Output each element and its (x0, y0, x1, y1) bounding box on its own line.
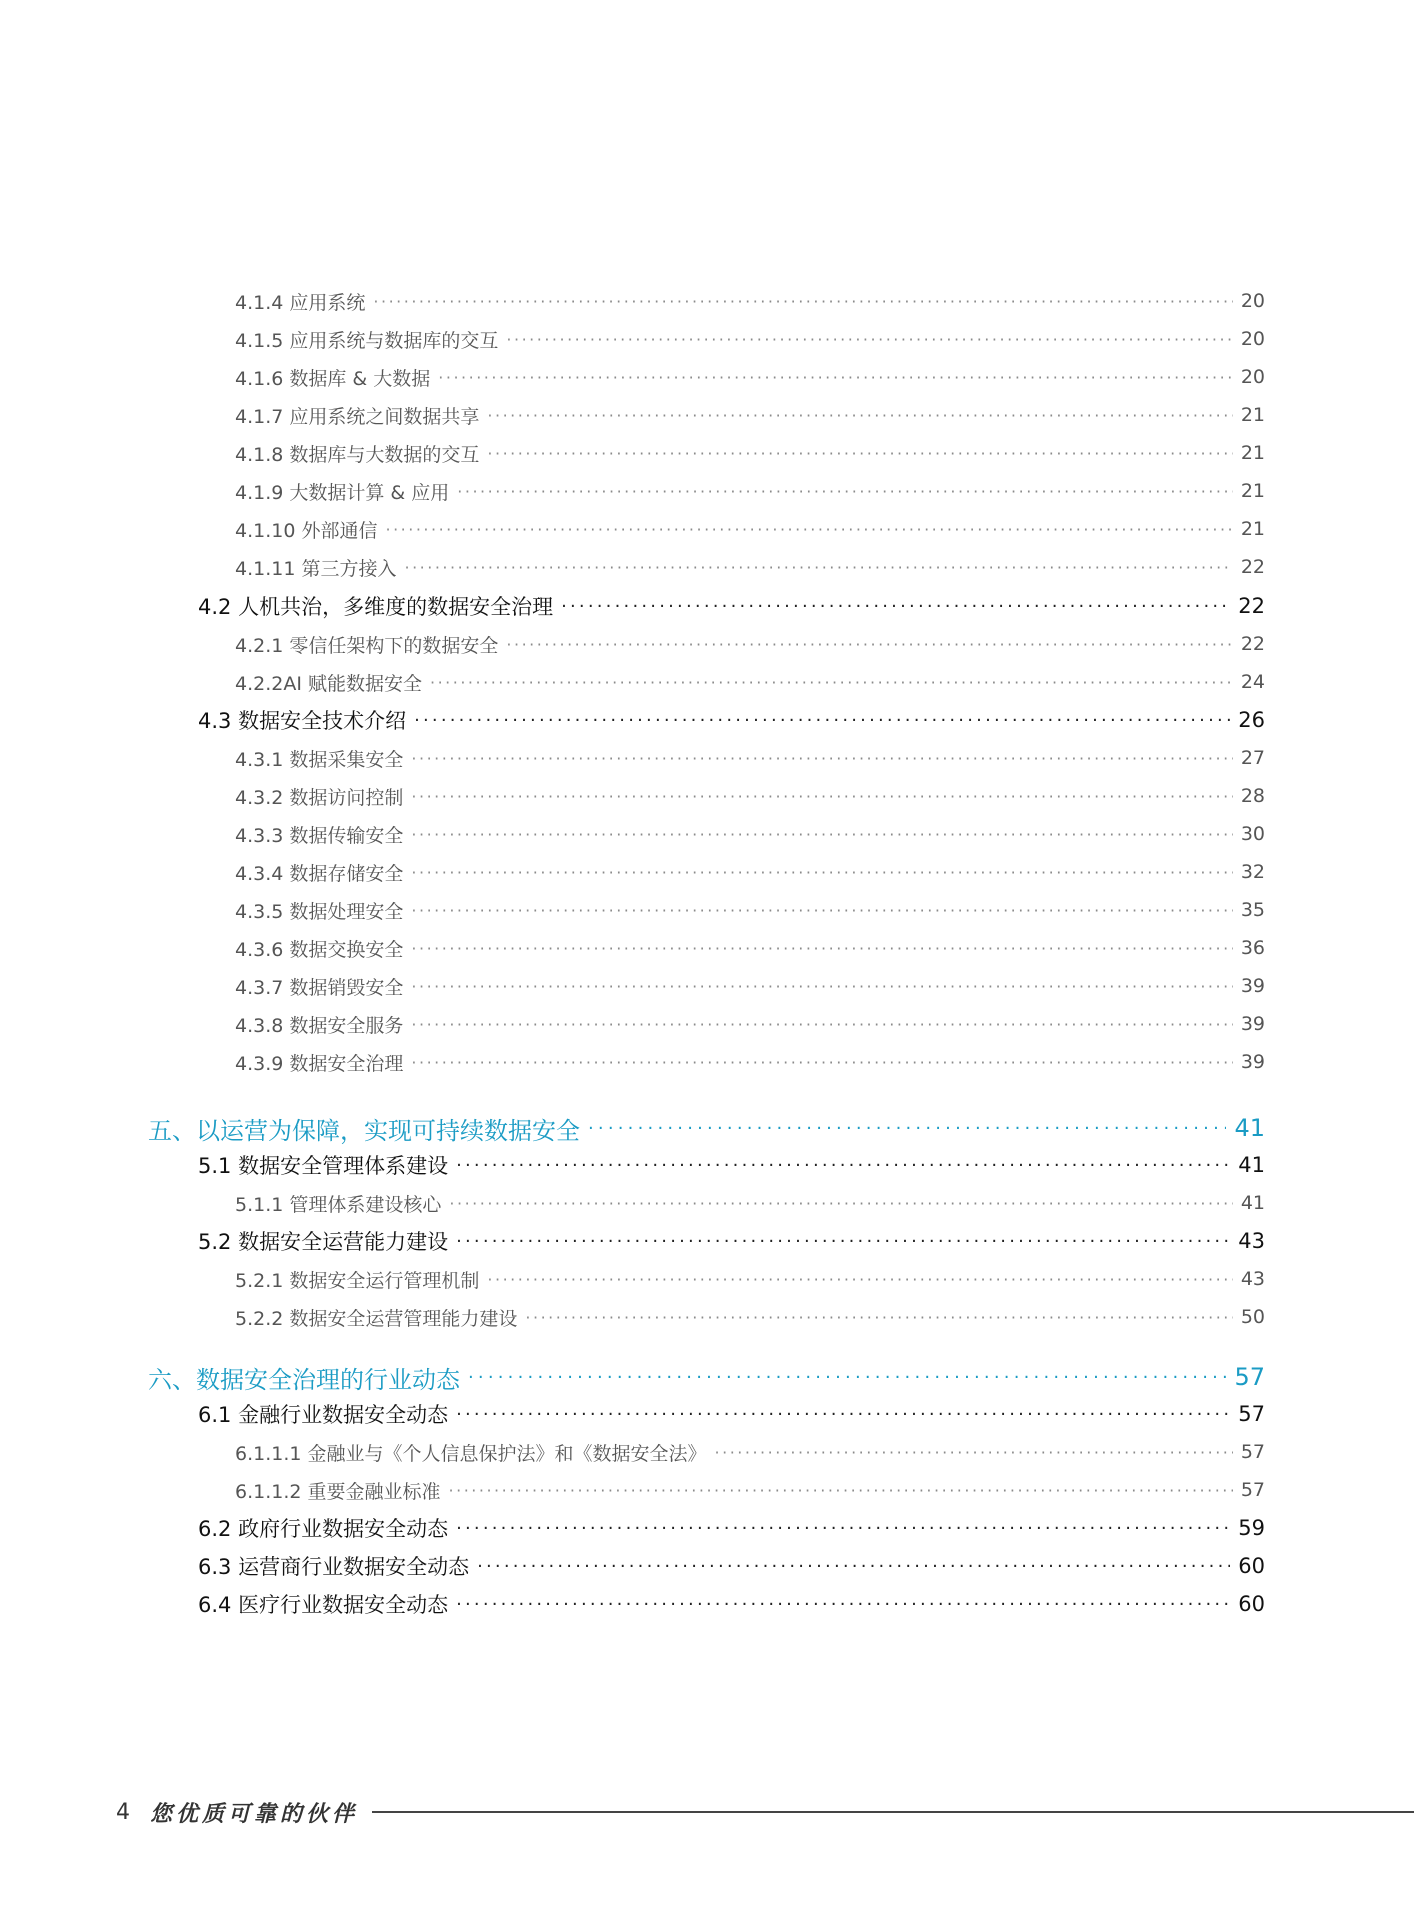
toc-entry-page: 30 (1240, 823, 1265, 845)
toc-entry-page: 21 (1240, 404, 1265, 426)
toc-entry-label: 6.4 医疗行业数据安全动态 (198, 1593, 449, 1617)
toc-entry[interactable] (235, 552, 1265, 582)
toc-entry-label: 5.2 数据安全运营能力建设 (198, 1230, 449, 1254)
toc-leader-dots (411, 825, 1232, 844)
toc-leader-dots (456, 1231, 1230, 1252)
toc-entry-page: 60 (1238, 1554, 1265, 1578)
toc-entry-page: 22 (1238, 594, 1265, 618)
toc-entry[interactable] (235, 933, 1265, 963)
toc-entry[interactable] (235, 629, 1265, 659)
toc-section-entry[interactable] (198, 704, 1265, 736)
toc-entry-page: 41 (1240, 1192, 1265, 1214)
toc-entry-page: 60 (1238, 1592, 1265, 1616)
toc-leader-dots (411, 1053, 1232, 1072)
toc-leader-dots (487, 444, 1232, 463)
toc-leader-dots (468, 1367, 1226, 1388)
toc-entry-page: 43 (1240, 1268, 1265, 1290)
toc-entry-label: 5.1.1 管理体系建设核心 (235, 1193, 442, 1216)
toc-leader-dots (373, 292, 1232, 311)
toc-entry-page: 39 (1240, 1013, 1265, 1035)
toc-section-entry[interactable] (198, 1225, 1265, 1257)
toc-entry-label: 六、数据安全治理的行业动态 (148, 1365, 460, 1394)
toc-entry[interactable] (235, 857, 1265, 887)
toc-leader-dots (456, 1518, 1230, 1539)
toc-leader-dots (456, 1155, 1230, 1176)
toc-entry-label: 4.3.2 数据访问控制 (235, 786, 404, 809)
toc-leader-dots (525, 1308, 1232, 1327)
toc-entry-label: 5.1 数据安全管理体系建设 (198, 1154, 449, 1178)
toc-entry[interactable] (235, 1047, 1265, 1077)
toc-entry-label: 4.3.7 数据销毁安全 (235, 976, 404, 999)
toc-leader-dots (457, 482, 1233, 501)
toc-section-entry[interactable] (198, 1512, 1265, 1544)
toc-entry-page: 36 (1240, 937, 1265, 959)
toc-leader-dots (456, 1594, 1230, 1615)
toc-leader-dots (506, 635, 1232, 654)
toc-entry-label: 4.3.4 数据存储安全 (235, 862, 404, 885)
toc-leader-dots (411, 749, 1232, 768)
toc-entry[interactable] (235, 286, 1265, 316)
toc-entry-page: 57 (1240, 1441, 1265, 1463)
toc-entry-label: 4.3.9 数据安全治理 (235, 1052, 404, 1075)
toc-leader-dots (715, 1443, 1233, 1462)
toc-entry-label: 4.1.4 应用系统 (235, 291, 366, 314)
toc-leader-dots (411, 977, 1232, 996)
toc-entry-page: 20 (1240, 290, 1265, 312)
toc-entry[interactable] (235, 1302, 1265, 1332)
toc-entry-label: 4.2 人机共治，多维度的数据安全治理 (198, 595, 554, 619)
toc-leader-dots (477, 1556, 1230, 1577)
toc-leader-dots (449, 1481, 1233, 1500)
toc-entry-page: 21 (1240, 442, 1265, 464)
toc-entry-page: 26 (1238, 708, 1265, 732)
toc-entry[interactable] (235, 1009, 1265, 1039)
toc-entry-label: 5.2.2 数据安全运营管理能力建设 (235, 1307, 518, 1330)
toc-entry-label: 4.1.11 第三方接入 (235, 557, 397, 580)
toc-entry[interactable] (235, 1188, 1265, 1218)
toc-entry-page: 43 (1238, 1229, 1265, 1253)
toc-leader-dots (414, 710, 1230, 731)
toc-entry[interactable] (235, 362, 1265, 392)
toc-entry-page: 41 (1234, 1114, 1265, 1142)
toc-entry-page: 41 (1238, 1153, 1265, 1177)
toc-leader-dots (487, 406, 1232, 425)
toc-entry[interactable] (235, 1437, 1265, 1467)
toc-entry-label: 4.3.1 数据采集安全 (235, 748, 404, 771)
toc-entry-page: 24 (1240, 671, 1265, 693)
toc-entry-page: 20 (1240, 328, 1265, 350)
toc-section-entry[interactable] (198, 1149, 1265, 1181)
toc-entry-label: 6.2 政府行业数据安全动态 (198, 1517, 449, 1541)
toc-entry[interactable] (235, 438, 1265, 468)
toc-entry-label: 4.1.5 应用系统与数据库的交互 (235, 329, 499, 352)
toc-leader-dots (561, 596, 1230, 617)
toc-leader-dots (430, 673, 1233, 692)
footer-slogan: 您优质可靠的伙伴 (150, 1800, 359, 1827)
toc-leader-dots (449, 1194, 1232, 1213)
toc-entry[interactable] (235, 667, 1265, 697)
toc-entry-page: 21 (1240, 480, 1265, 502)
toc-entry-page: 22 (1240, 633, 1265, 655)
toc-entry-page: 28 (1240, 785, 1265, 807)
toc-entry-label: 6.1.1.2 重要金融业标准 (235, 1480, 441, 1503)
toc-entry-page: 39 (1240, 975, 1265, 997)
toc-entry[interactable] (235, 971, 1265, 1001)
toc-entry[interactable] (235, 514, 1265, 544)
toc-leader-dots (411, 1015, 1232, 1034)
footer-rule (372, 1811, 1414, 1813)
toc-section-entry[interactable] (198, 1588, 1265, 1620)
toc-entry-label: 4.2.2AI 赋能数据安全 (235, 672, 422, 695)
toc-leader-dots (385, 520, 1232, 539)
page-number: 4 (116, 1799, 130, 1825)
toc-entry-label: 4.2.1 零信任架构下的数据安全 (235, 634, 499, 657)
toc-entry-label: 4.3.5 数据处理安全 (235, 900, 404, 923)
toc-entry[interactable] (235, 743, 1265, 773)
toc-entry-label: 6.1.1.1 金融业与《个人信息保护法》和《数据安全法》 (235, 1442, 707, 1465)
toc-leader-dots (411, 863, 1232, 882)
toc-entry-label: 4.1.6 数据库 & 大数据 (235, 367, 431, 390)
toc-entry-page: 27 (1240, 747, 1265, 769)
toc-entry[interactable] (235, 819, 1265, 849)
toc-leader-dots (411, 901, 1232, 920)
toc-entry-label: 4.1.10 外部通信 (235, 519, 378, 542)
toc-entry-label: 4.1.9 大数据计算 & 应用 (235, 481, 450, 504)
toc-entry-label: 4.1.7 应用系统之间数据共享 (235, 405, 480, 428)
toc-entry-label: 4.3.3 数据传输安全 (235, 824, 404, 847)
toc-entry-page: 59 (1238, 1516, 1265, 1540)
toc-entry-page: 32 (1240, 861, 1265, 883)
toc-section-entry[interactable] (198, 1550, 1265, 1582)
toc-entry-page: 21 (1240, 518, 1265, 540)
toc-entry-page: 57 (1238, 1402, 1265, 1426)
toc-entry-page: 50 (1240, 1306, 1265, 1328)
toc-entry-page: 57 (1240, 1479, 1265, 1501)
toc-chapter-entry[interactable] (148, 1359, 1265, 1395)
toc-entry-label: 6.3 运营商行业数据安全动态 (198, 1555, 470, 1579)
toc-section-entry[interactable] (198, 1398, 1265, 1430)
toc-entry-label: 4.3 数据安全技术介绍 (198, 709, 407, 733)
toc-entry-label: 4.3.6 数据交换安全 (235, 938, 404, 961)
toc-entry-label: 五、以运营为保障，实现可持续数据安全 (148, 1116, 580, 1145)
toc-leader-dots (487, 1270, 1232, 1289)
toc-entry[interactable] (235, 1264, 1265, 1294)
toc-leader-dots (506, 330, 1232, 349)
toc-entry[interactable] (235, 400, 1265, 430)
toc-entry-page: 35 (1240, 899, 1265, 921)
toc-entry-page: 39 (1240, 1051, 1265, 1073)
toc-leader-dots (411, 787, 1232, 806)
toc-entry-page: 22 (1240, 556, 1265, 578)
toc-chapter-entry[interactable] (148, 1110, 1265, 1146)
toc-entry-page: 57 (1234, 1363, 1265, 1391)
toc-entry[interactable] (235, 476, 1265, 506)
toc-entry[interactable] (235, 1475, 1265, 1505)
toc-entry-page: 20 (1240, 366, 1265, 388)
toc-leader-dots (404, 558, 1232, 577)
toc-entry-label: 4.3.8 数据安全服务 (235, 1014, 404, 1037)
page-footer (116, 1792, 1414, 1832)
toc-entry-label: 5.2.1 数据安全运行管理机制 (235, 1269, 480, 1292)
toc-entry-label: 6.1 金融行业数据安全动态 (198, 1403, 449, 1427)
toc-leader-dots (438, 368, 1233, 387)
toc-leader-dots (456, 1404, 1230, 1425)
toc-entry[interactable] (235, 324, 1265, 354)
toc-section-entry[interactable] (198, 590, 1265, 622)
toc-leader-dots (411, 939, 1232, 958)
toc-entry[interactable] (235, 781, 1265, 811)
toc-entry-label: 4.1.8 数据库与大数据的交互 (235, 443, 480, 466)
toc-leader-dots (588, 1118, 1226, 1139)
toc-entry[interactable] (235, 895, 1265, 925)
